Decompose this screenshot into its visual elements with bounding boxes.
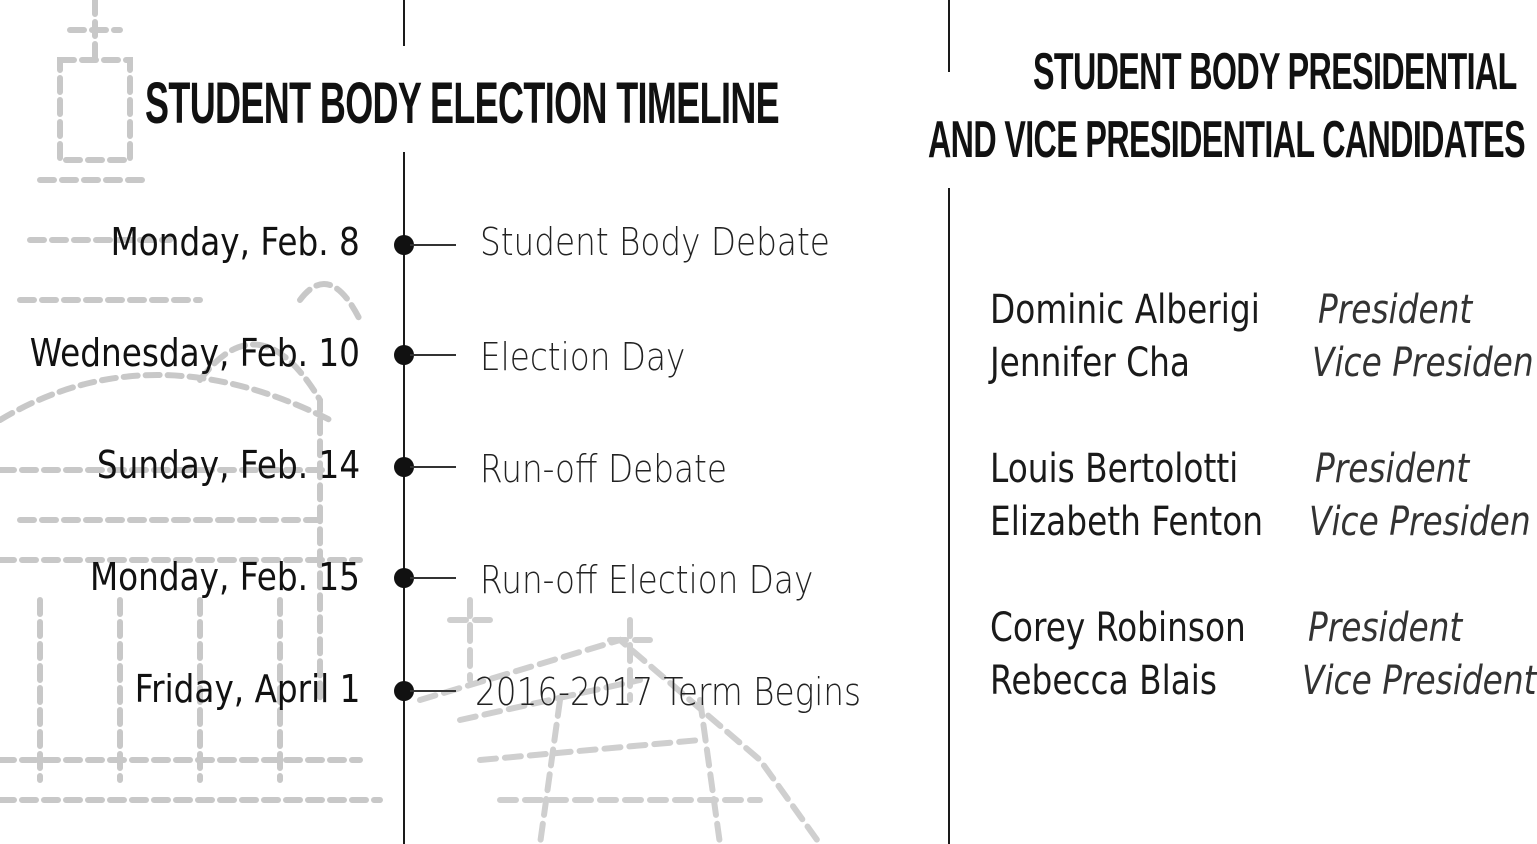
vice-candidate-name: Elizabeth Fenton: [990, 499, 1264, 545]
candidates-title-line2: AND VICE PRESIDENTIAL CANDIDATES: [928, 111, 1525, 169]
timeline-line: [403, 152, 405, 844]
timeline-date: Wednesday, Feb. 10: [29, 331, 360, 375]
timeline-date: Sunday, Feb. 14: [96, 443, 360, 487]
timeline-event: 2016-2017 Term Begins: [475, 670, 862, 714]
president-role: President: [1308, 605, 1463, 651]
vice-candidate-name: Jennifer Cha: [990, 340, 1190, 386]
timeline-event: Run-off Debate: [480, 447, 727, 491]
timeline-date: Monday, Feb. 8: [110, 220, 360, 264]
timeline-connector: [410, 466, 456, 468]
president-role: President: [1318, 287, 1473, 333]
timeline-title: STUDENT BODY ELECTION TIMELINE: [145, 71, 780, 136]
president-candidate-name: Louis Bertolotti: [990, 446, 1239, 492]
candidates-title-line1: STUDENT BODY PRESIDENTIAL: [1033, 43, 1517, 101]
timeline-connector: [410, 577, 456, 579]
vice-role: Vice Presiden: [1309, 499, 1531, 545]
timeline-date: Friday, April 1: [134, 667, 360, 711]
divider-line-top: [948, 0, 950, 72]
timeline-connector: [410, 690, 456, 692]
vice-role: Vice President: [1302, 658, 1537, 704]
timeline-event: Student Body Debate: [480, 220, 830, 264]
divider-line: [948, 188, 950, 844]
vice-candidate-name: Rebecca Blais: [990, 658, 1218, 704]
timeline-date: Monday, Feb. 15: [89, 555, 360, 599]
president-role: President: [1315, 446, 1470, 492]
timeline-event: Run-off Election Day: [480, 558, 814, 602]
vice-role: Vice Presiden: [1312, 340, 1534, 386]
president-candidate-name: Dominic Alberigi: [990, 287, 1260, 333]
timeline-connector: [410, 354, 456, 356]
timeline-connector: [410, 244, 456, 246]
president-candidate-name: Corey Robinson: [990, 605, 1246, 651]
timeline-event: Election Day: [480, 335, 686, 379]
timeline-line-top: [403, 0, 405, 46]
